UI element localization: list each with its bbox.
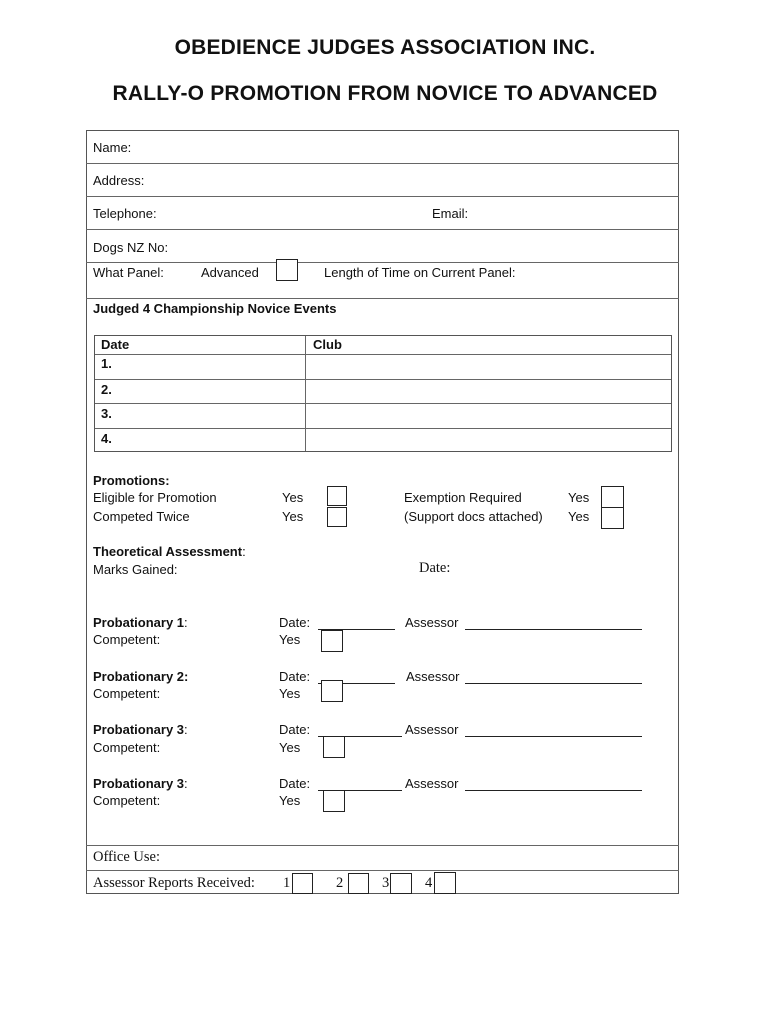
- theory-heading-colon: :: [242, 544, 246, 559]
- probationary-4-assessor-line[interactable]: [465, 790, 642, 791]
- events-table: [94, 335, 672, 452]
- probationary-3-title: Probationary 3: [93, 722, 185, 737]
- eligible-yes-label: Yes: [282, 490, 304, 505]
- probationary-1-label: [93, 615, 188, 630]
- probationary-2-label: [93, 669, 188, 684]
- table-row-divider: [95, 428, 671, 429]
- promotions-heading: Promotions:: [93, 473, 170, 488]
- probationary-3-date-label: Date:: [279, 722, 311, 737]
- table-row-number[interactable]: 3.: [101, 406, 112, 421]
- probationary-4-competent-label: Competent:: [93, 793, 161, 808]
- probationary-2-yes-label: Yes: [279, 686, 301, 701]
- report-1-label: 1: [283, 875, 291, 891]
- probationary-3-competent-label: Competent:: [93, 740, 161, 755]
- probationary-2-date-label: Date:: [279, 669, 311, 684]
- report-2-checkbox[interactable]: [348, 873, 369, 894]
- exemption-yes-label: Yes: [568, 490, 590, 505]
- probationary-1-title: Probationary 1: [93, 615, 185, 630]
- address-field[interactable]: Address:: [93, 173, 145, 188]
- divider: [86, 845, 679, 846]
- eligible-label: Eligible for Promotion: [93, 490, 217, 505]
- probationary-3-assessor-label: Assessor: [405, 722, 459, 737]
- name-field[interactable]: Name:: [93, 140, 132, 155]
- probationary-4-yes-checkbox[interactable]: [323, 790, 345, 812]
- probationary-4-yes-label: Yes: [279, 793, 301, 808]
- probationary-1-date-label: Date:: [279, 615, 311, 630]
- report-3-checkbox[interactable]: [390, 873, 412, 894]
- table-row-divider: [95, 403, 671, 404]
- exemption-yes-checkbox[interactable]: [601, 486, 624, 508]
- document-title: OBEDIENCE JUDGES ASSOCIATION INC.: [174, 36, 596, 59]
- probationary-3-yes-checkbox[interactable]: [323, 736, 345, 758]
- divider: [86, 298, 679, 299]
- probationary-1-yes-label: Yes: [279, 632, 301, 647]
- table-row-divider: [95, 354, 671, 355]
- divider: [86, 229, 679, 230]
- table-column-divider: [305, 336, 306, 451]
- probationary-1-colon: :: [184, 615, 188, 630]
- office-use-label: Office Use:: [93, 849, 160, 865]
- panel-label: What Panel:: [93, 265, 164, 280]
- probationary-4-colon: :: [184, 776, 188, 791]
- probationary-4-assessor-label: Assessor: [405, 776, 459, 791]
- club-column-header: Club: [313, 337, 342, 352]
- panel-value: Advanced: [201, 265, 259, 280]
- table-row-number[interactable]: 1.: [101, 356, 112, 371]
- probationary-1-yes-checkbox[interactable]: [321, 630, 343, 652]
- probationary-3-assessor-line[interactable]: [465, 736, 642, 737]
- divider: [86, 163, 679, 164]
- events-heading: Judged 4 Championship Novice Events: [93, 301, 337, 316]
- divider: [86, 870, 679, 871]
- competed-label: Competed Twice: [93, 509, 190, 524]
- divider: [86, 262, 679, 263]
- probationary-3-yes-label: Yes: [279, 740, 301, 755]
- support-yes-label: Yes: [568, 509, 590, 524]
- theory-heading-text: Theoretical Assessment: [93, 544, 243, 559]
- eligible-yes-checkbox[interactable]: [327, 486, 347, 506]
- document-subtitle: RALLY-O PROMOTION FROM NOVICE TO ADVANCED: [112, 82, 658, 105]
- competed-yes-label: Yes: [282, 509, 304, 524]
- dogsnz-field[interactable]: Dogs NZ No:: [93, 240, 169, 255]
- table-row-number[interactable]: 4.: [101, 431, 112, 446]
- probationary-2-assessor-line[interactable]: [465, 683, 642, 684]
- report-3-label: 3: [382, 875, 390, 891]
- probationary-2-competent-label: Competent:: [93, 686, 161, 701]
- probationary-2-title: Probationary 2:: [93, 669, 189, 684]
- report-1-checkbox[interactable]: [292, 873, 313, 894]
- probationary-4-date-label: Date:: [279, 776, 311, 791]
- report-2-label: 2: [336, 875, 344, 891]
- table-row-divider: [95, 379, 671, 380]
- probationary-3-label: [93, 722, 188, 737]
- report-4-checkbox[interactable]: [434, 872, 456, 894]
- probationary-1-assessor-label: Assessor: [405, 615, 459, 630]
- assessor-reports-label: Assessor Reports Received:: [93, 875, 255, 891]
- probationary-2-assessor-label: Assessor: [406, 669, 460, 684]
- probationary-3-colon: :: [184, 722, 188, 737]
- length-on-panel-field[interactable]: Length of Time on Current Panel:: [324, 265, 516, 280]
- email-field[interactable]: Email:: [432, 206, 469, 221]
- competed-yes-checkbox[interactable]: [327, 507, 347, 527]
- probationary-2-yes-checkbox[interactable]: [321, 680, 343, 702]
- probationary-1-competent-label: Competent:: [93, 632, 161, 647]
- table-row-number[interactable]: 2.: [101, 382, 112, 397]
- divider: [86, 196, 679, 197]
- telephone-field[interactable]: Telephone:: [93, 206, 157, 221]
- marks-gained-field[interactable]: Marks Gained:: [93, 562, 178, 577]
- date-column-header: Date: [101, 337, 130, 352]
- support-docs-label: (Support docs attached): [404, 509, 543, 524]
- probationary-1-assessor-line[interactable]: [465, 629, 642, 630]
- support-yes-checkbox[interactable]: [601, 507, 624, 529]
- probationary-4-label: [93, 776, 188, 791]
- exemption-label: Exemption Required: [404, 490, 522, 505]
- advanced-checkbox[interactable]: [276, 259, 298, 281]
- theory-heading: [93, 544, 246, 559]
- probationary-4-title: Probationary 3: [93, 776, 185, 791]
- report-4-label: 4: [425, 875, 433, 891]
- theory-date-field[interactable]: Date:: [419, 560, 451, 576]
